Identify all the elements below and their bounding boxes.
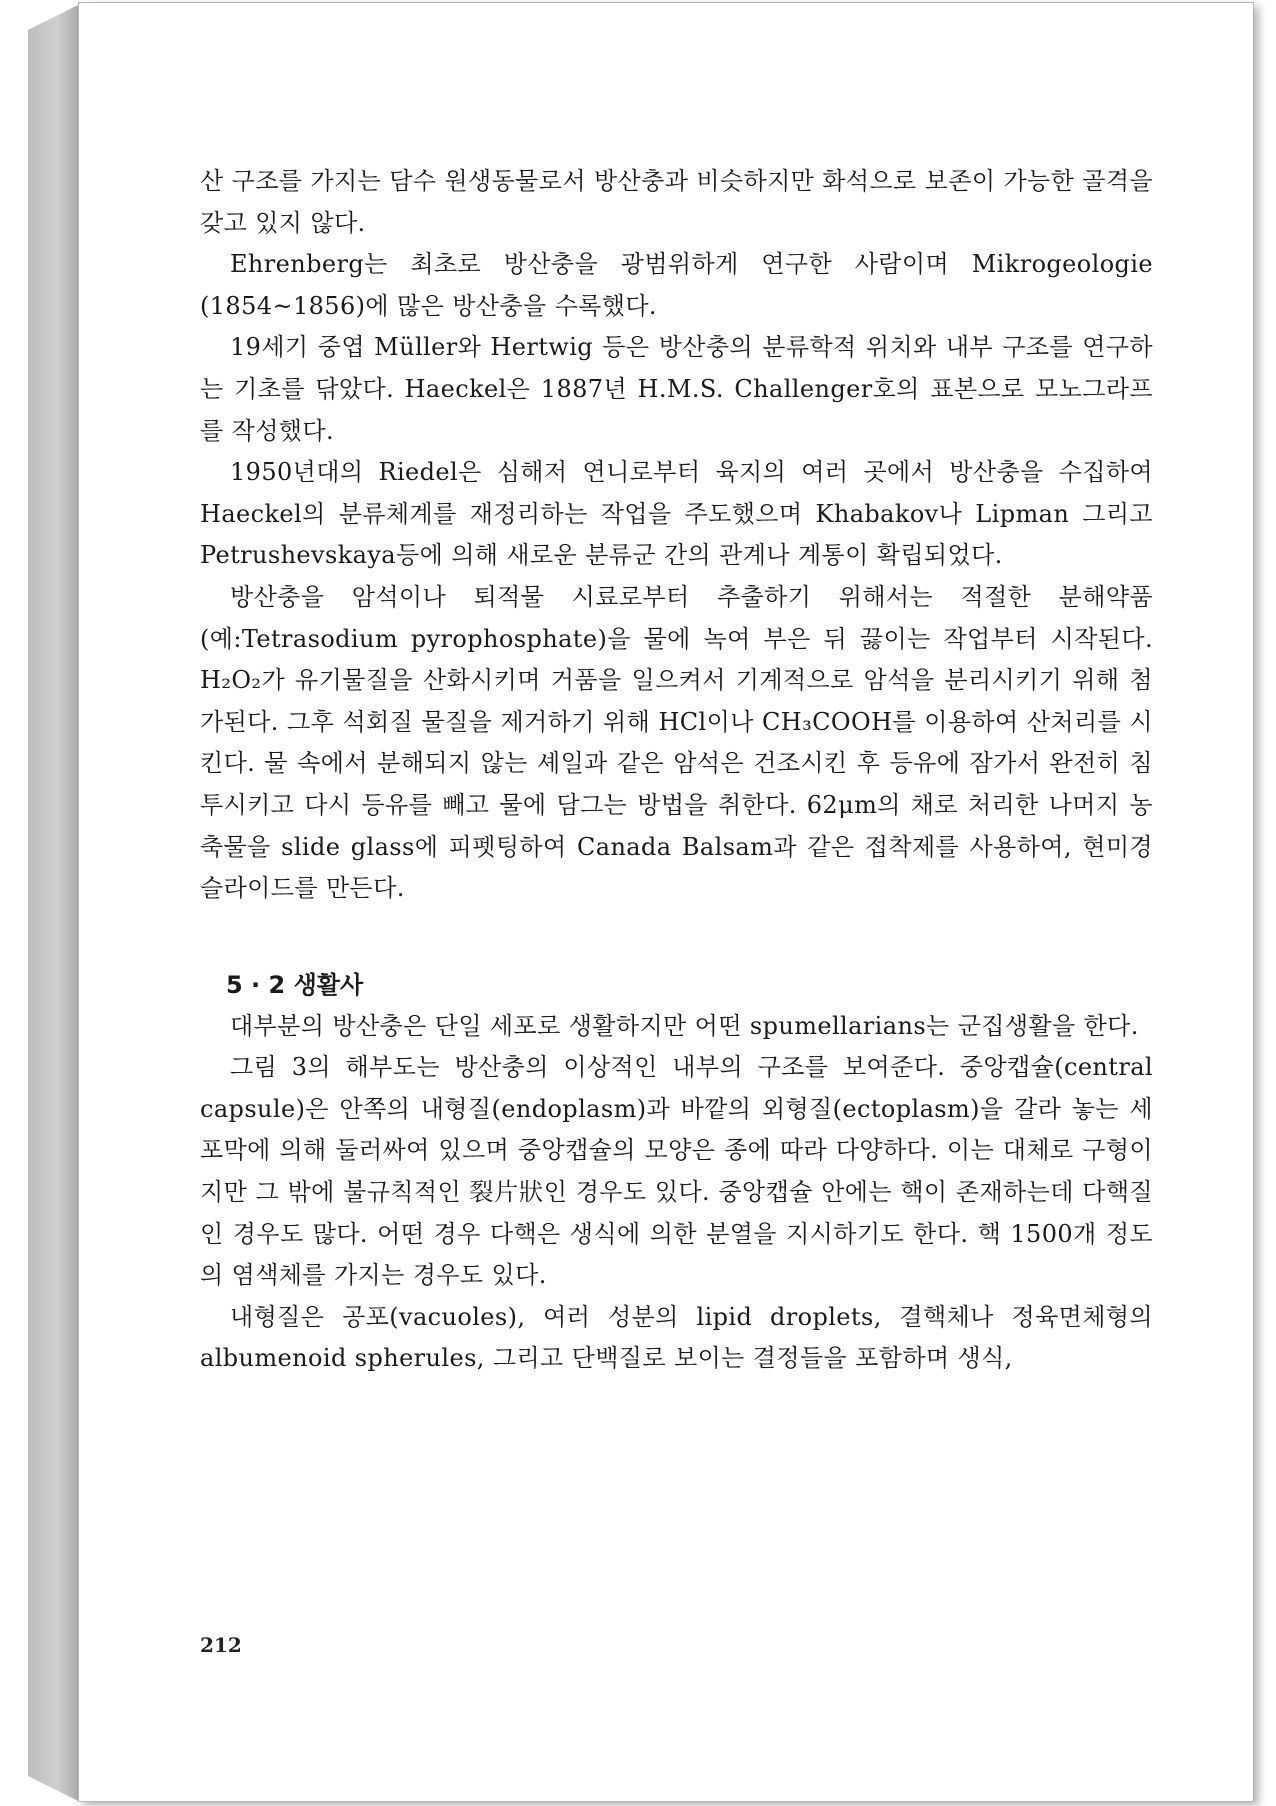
paragraph: 내형질은 공포(vacuoles), 여러 성분의 lipid droplets, 결핵체나 정육면체형의 albumenoid spherules, 그리고 단백질로 보이는 결정들을 포함하며 생식, [200,1302,1153,1373]
paragraph: 대부분의 방산충은 단일 세포로 생활하지만 어떤 spumellarians는 군집생활을 한다. [230,1011,1139,1040]
paragraph: 19세기 중엽 Müller와 Hertwig 등은 방산충의 분류학적 위치와 내부 구조를 연구하는 기초를 닦았다. Haeckel은 1887년 H.M.S. Challenger호의 표본으로 모노그라프를 작성했다. [200,333,1153,445]
section-heading: 5 · 2 생활사 [226,970,364,999]
paragraph: 1950년대의 Riedel은 심해저 연니로부터 육지의 여러 곳에서 방산충을 수집하여 Haeckel의 분류체계를 재정리하는 작업을 주도했으며 Khabakov나 Lipman 그리고 Petrushevskaya등에 의해 새로운 분류군 간의 관계나 계통이 확립되었다. [200,458,1153,570]
page-number: 212 [200,1633,242,1657]
page-body [200,161,1153,1380]
book-spine-edge [28,4,80,1802]
paragraph: 산 구조를 가지는 담수 원생동물로서 방산충과 비슷하지만 화석으로 보존이 가능한 골격을 갖고 있지 않다. [200,167,1153,237]
book-page [78,2,1254,1802]
paragraph: 방산충을 암석이나 퇴적물 시료로부터 추출하기 위해서는 적절한 분해약품(예:Tetrasodium pyrophosphate)을 물에 녹여 부은 뒤 끓이는 작업부터 시작된다. H₂O₂가 유기물질을 산화시키며 거품을 일으켜서 기계적으로 암석을 분리시키기 위해 첨가된다. 그후 석회질 물질을 제거하기 위해 HCl이나 CH₃COOH를 이용하여 산처리를 시킨다. 물 속에서 분해되지 않는 셰일과 같은 암석은 건조시킨 후 등유에 잠가서 완전히 침투시키고 다시 등유를 빼고 물에 담그는 방법을 취한다. 62μm의 채로 처리한 나머지 농축물을 slide glass에 피펫팅하여 Canada Balsam과 같은 접착제를 사용하여, 현미경 슬라이드를 만든다. [200,582,1153,903]
paragraph: 그림 3의 해부도는 방산충의 이상적인 내부의 구조를 보여준다. 중앙캡슐(central capsule)은 안쪽의 내형질(endoplasm)과 바깥의 외형질(ectoplasm)을 갈라 놓는 세포막에 의해 둘러싸여 있으며 중앙캡슐의 모양은 종에 따라 다양하다. 이는 대체로 구형이지만 그 밖에 불규칙적인 裂片狀인 경우도 있다. 중앙캡슐 안에는 핵이 존재하는데 다핵질인 경우도 많다. 어떤 경우 다핵은 생식에 의한 분열을 지시하기도 한다. 핵 1500개 정도의 염색체를 가지는 경우도 있다. [200,1053,1153,1290]
paragraph: Ehrenberg는 최초로 방산충을 광범위하게 연구한 사람이며 Mikrogeologie (1854~1856)에 많은 방산충을 수록했다. [200,250,1153,320]
